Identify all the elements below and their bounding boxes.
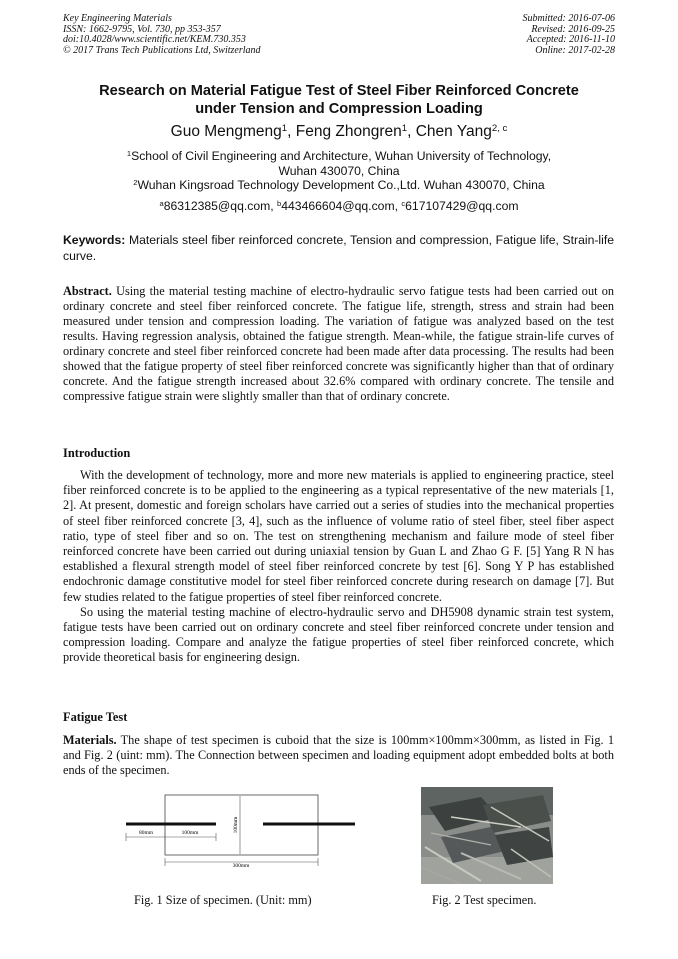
date-accepted: Accepted: 2016-11-10 — [526, 34, 615, 45]
journal-info — [63, 14, 261, 56]
affiliation-text: Wuhan 430070, China — [278, 163, 400, 178]
date-revised: Revised: 2016-09-25 — [531, 23, 615, 35]
author-name: Feng Zhongren — [295, 123, 402, 140]
materials-paragraph — [63, 733, 614, 779]
section-heading-fatigue-test: Fatigue Test — [63, 710, 128, 724]
figure-2-caption: Fig. 2 Test specimen. — [432, 893, 537, 907]
dim-100mm-vertical: 100mm — [233, 816, 239, 834]
copyright: © 2017 Trans Tech Publications Ltd, Switzerland — [63, 44, 261, 56]
dim-100mm: 100mm — [181, 830, 199, 836]
affiliation-text: Wuhan Kingsroad Technology Development Co.,Ltd. Wuhan 430070, China — [137, 178, 545, 192]
author-sup: 2, c — [491, 123, 508, 135]
photo-region — [421, 857, 553, 884]
paragraph: With the development of technology, more and more new materials is applied to engineering practice, steel fiber reinforced concrete is to be applied to the engineering as a typical representative of the new materials [1, 2]. At present, domestic and foreign scholars have carried out a series of studies into the mechanical properties of steel fiber reinforced concrete [3, 4], such as the influence of volume ratio of steel fiber, steel fiber aspect ratio, type of steel fiber and so on. The test on strengthening mechanism and failure mode of steel fiber reinforced concrete have been carried out during uniaxial tension by Guan L and Zhao G F. [5] Yang R N has established a flexural strength model of steel fiber reinforced concrete by test [6]. Song Y P has established endochronic damage constitutive model for steel fiber reinforced concrete during research on damage [7]. But few studies related to the fatigue properties of steel fiber reinforced concrete. — [63, 468, 614, 604]
issn-volume: ISSN: 1662-9795, Vol. 730, pp 353-357 — [63, 23, 221, 35]
materials-label: Materials. — [63, 733, 117, 747]
paper-title-line1: Research on Material Fatigue Test of Steel Fiber Reinforced Concrete — [99, 83, 579, 99]
doi: doi:10.4028/www.scientific.net/KEM.730.353 — [63, 34, 246, 45]
dim-300mm: 300mm — [232, 863, 250, 868]
abstract-label: Abstract. — [63, 284, 112, 298]
email-sup: b — [277, 199, 282, 209]
figure-1-caption: Fig. 1 Size of specimen. (Unit: mm) — [134, 893, 312, 907]
introduction-body — [63, 468, 614, 666]
author-name: Chen Yang — [415, 123, 492, 140]
dates-info — [523, 14, 616, 56]
affiliation-sup: 1 — [126, 149, 132, 159]
author-list: Guo Mengmeng$^1$, Feng Zhongren$^1$, Chen Yang$^{2, c}$ — [170, 123, 508, 140]
materials-text: The shape of test specimen is cuboid that the size is 100mm×100mm×300mm, as listed in Fig. 1 and Fig. 2 (uint: mm). The Connection between specimen and loading equipment adopt embedded bolts at both ends of the specimen. — [63, 733, 614, 778]
author-sup: 1 — [401, 123, 408, 135]
affiliation-2 — [40, 178, 638, 193]
email-address: 617107429@qq.com — [405, 199, 519, 213]
keywords-text: Materials steel fiber reinforced concrete, Tension and compression, Fatigue life, Strain-life curve. — [63, 233, 614, 263]
affiliation-sup: 2 — [133, 178, 138, 188]
date-online: Online: 2017-02-28 — [535, 44, 615, 56]
author-name: Guo Mengmeng — [170, 123, 282, 140]
keywords — [63, 233, 614, 264]
abstract-text: Using the material testing machine of electro-hydraulic servo fatigue tests had been carried out on ordinary concrete and steel fiber reinforced concrete. The fatigue life, strength, stress and strain had been measured under tension and compression loading. The variation of fatigue was analyzed based on the test results. Having regression analysis, obtained the fatigue strength. Mean-while, the fatigue strain-life curves of ordinary concrete and steel fiber reinforced concrete had been made after data processing. The results had been showed that the fatigue property of steel fiber reinforced concrete was significantly higher than that of ordinary concrete. And the fatigue strength increased about 32.6% compared with ordinary concrete. The tensile and compressive fatigue strain were slightly smaller than that of ordinary concrete. — [63, 284, 615, 404]
dim-80mm: 80mm — [138, 830, 154, 836]
paragraph: So using the material testing machine of electro-hydraulic servo and DH5908 dynamic strain test system, fatigue tests have been carried out on ordinary concrete and steel fiber reinforced concrete under tension and compression loading. Compare and analyze the fatigue properties of steel fiber reinforced concrete, which provide theoretical basis for engineering design. — [63, 604, 614, 665]
abstract — [63, 284, 614, 404]
email-sup: c — [401, 199, 406, 209]
author-sup: 1 — [281, 123, 288, 135]
figure-1-specimen-diagram — [120, 793, 365, 868]
paper-title — [40, 82, 638, 118]
affiliation-1 — [40, 149, 638, 178]
keywords-label: Keywords: — [63, 233, 126, 247]
email-list — [40, 199, 638, 214]
journal-name: Key Engineering Materials — [63, 13, 172, 24]
paper-title-line2: under Tension and Compression Loading — [195, 101, 483, 117]
date-submitted: Submitted: 2016-07-06 — [522, 13, 615, 24]
section-heading-introduction: Introduction — [63, 446, 131, 460]
email-address: 443466604@qq.com, — [281, 199, 398, 213]
email-sup: a — [159, 199, 164, 209]
affiliation-text: School of Civil Engineering and Architecture, Wuhan University of Technology, — [131, 149, 552, 163]
email-address: 86312385@qq.com, — [163, 199, 274, 213]
figure-2-specimen-photo — [421, 787, 553, 884]
